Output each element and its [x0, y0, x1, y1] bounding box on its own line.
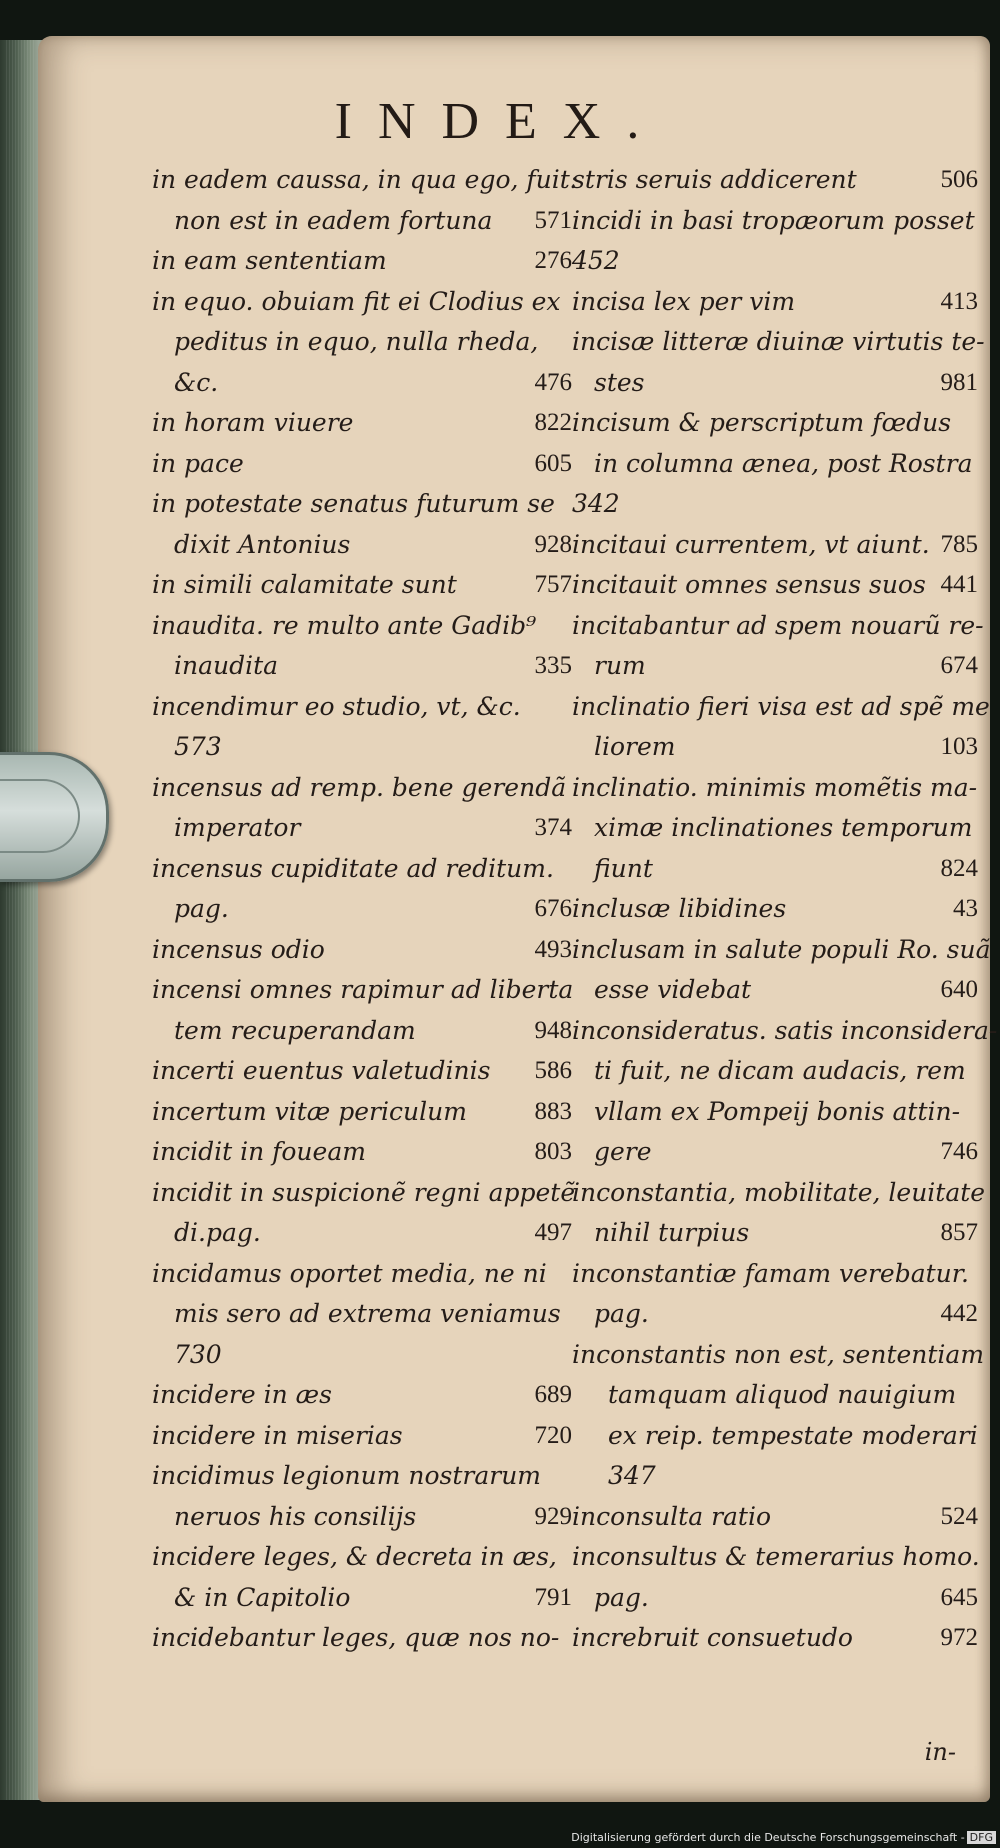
index-entry [152, 687, 572, 728]
index-entry [572, 484, 972, 525]
index-entry [152, 363, 572, 404]
digitization-credit [571, 1831, 996, 1844]
index-entry-text: 342 [572, 489, 620, 518]
index-entry-text: in simili calamitate sunt [152, 570, 457, 599]
index-entry [152, 1051, 572, 1092]
index-entry-text: dixit Antonius [174, 529, 351, 559]
index-entry [152, 1294, 572, 1335]
index-entry [572, 808, 972, 849]
index-entry-text: inconsideratus. satis inconsidera- [572, 1015, 998, 1045]
page-reference: 803 [534, 1138, 572, 1165]
page-reference: 883 [534, 1097, 572, 1125]
index-entry-text: ex reip. tempestate moderari [608, 1420, 978, 1450]
index-entry [152, 606, 572, 647]
index-entry [152, 930, 572, 971]
index-entry [572, 1092, 972, 1133]
index-entry-text: nihil turpius [594, 1218, 750, 1247]
page-reference: 441 [940, 571, 978, 598]
index-entry [572, 1537, 980, 1578]
index-entry-text: rum [594, 651, 646, 680]
index-entry-text: 452 [572, 246, 620, 275]
index-entry [572, 1294, 978, 1335]
index-entry [572, 1132, 978, 1173]
index-entry-text: incidere leges, & decreta in æs, [152, 1542, 557, 1571]
index-entry [152, 1011, 572, 1052]
page-reference: 493 [534, 935, 572, 963]
index-entry [572, 1375, 972, 1416]
index-entry [572, 849, 978, 890]
page-reference: 791 [534, 1583, 572, 1611]
page-reference: 413 [940, 287, 978, 315]
index-entry [152, 201, 572, 242]
index-entry-text: incensi omnes rapimur ad liberta [152, 975, 574, 1004]
page-reference: 640 [940, 976, 978, 1003]
index-entry-text: 730 [174, 1339, 222, 1369]
page-reference: 43 [953, 895, 978, 922]
index-entry [572, 1497, 978, 1538]
index-entry [152, 849, 572, 890]
index-entry-text: incisæ litteræ diuinæ virtutis te- [572, 327, 985, 356]
index-entry [572, 1011, 998, 1052]
page-reference: 374 [534, 814, 572, 841]
index-entry-text: tem recuperandam [174, 1015, 416, 1045]
index-entry-text: 573 [174, 732, 222, 761]
index-entry [152, 1578, 572, 1619]
index-entry [572, 322, 985, 363]
index-entry-text: stris seruis addicerent [572, 165, 857, 194]
index-entry [572, 1618, 978, 1659]
index-entry-text: stes [594, 367, 645, 397]
index-entry-text: &c. [174, 367, 219, 397]
index-entry-text: pag. [594, 1582, 649, 1612]
page-title: INDEX. [334, 93, 666, 150]
index-entry [152, 1092, 572, 1133]
index-entry [152, 1416, 572, 1457]
page-reference: 676 [534, 895, 572, 922]
index-entry [572, 241, 972, 282]
index-entry [152, 768, 572, 809]
page-reference: 442 [940, 1300, 978, 1327]
index-entry-text: incisum & perscriptum fœdus [572, 408, 952, 437]
index-entry-text: incitaui currentem, vt aiunt. [572, 529, 930, 559]
index-entry-text: in pace [152, 448, 244, 478]
index-entry [152, 322, 572, 363]
index-entry-text: incidere in æs [152, 1380, 332, 1409]
index-entry-text: incidebantur leges, quæ nos no- [152, 1623, 560, 1652]
index-entry [572, 1578, 978, 1619]
index-entry [152, 1173, 576, 1214]
index-entry-text: incidere in miserias [152, 1420, 403, 1450]
index-entry-text: liorem [594, 732, 676, 761]
index-entry [152, 1497, 572, 1538]
index-entry [152, 727, 572, 768]
index-entry-text: inaudita [174, 651, 279, 680]
page-reference: 674 [940, 652, 978, 679]
index-entry [572, 930, 991, 971]
page-reference: 785 [940, 530, 978, 558]
index-entry [572, 1051, 972, 1092]
index-entry [152, 1375, 572, 1416]
index-entry [152, 1618, 572, 1659]
index-entry-text: incertum vitæ periculum [152, 1096, 467, 1126]
index-entry [572, 646, 978, 687]
page-reference: 497 [534, 1219, 572, 1246]
index-entry [572, 444, 972, 485]
index-entry-text: incidimus legionum nostrarum [152, 1461, 542, 1490]
page-reference: 822 [534, 409, 572, 436]
index-entry [152, 1213, 572, 1254]
index-entry [152, 565, 572, 606]
page-reference: 824 [940, 854, 978, 882]
index-entry [152, 1335, 572, 1376]
index-entry [152, 1132, 572, 1173]
index-entry-text: in equo. obuiam fit ei Clodius ex [152, 286, 561, 316]
page-reference: 586 [534, 1057, 572, 1084]
index-entry [572, 606, 984, 647]
index-entry [572, 403, 972, 444]
page-reference: 506 [940, 166, 978, 193]
page-reference: 524 [940, 1502, 978, 1530]
index-entry [152, 889, 572, 930]
index-entry [572, 727, 978, 768]
index-entry-text: mis sero ad extrema veniamus [174, 1299, 561, 1328]
index-entry-text: tamquam aliquod nauigium [608, 1380, 957, 1409]
page-reference: 720 [534, 1421, 572, 1449]
page-reference: 103 [940, 733, 978, 760]
index-entry [572, 889, 978, 930]
index-entry [572, 282, 978, 323]
page-reference: 605 [534, 449, 572, 477]
index-entry-text: in horam viuere [152, 408, 354, 437]
index-entry-text: incidamus oportet media, ne ni [152, 1258, 547, 1288]
index-entry-text: di.pag. [174, 1218, 261, 1247]
index-entry [152, 970, 572, 1011]
catchword: in- [924, 1738, 956, 1766]
page-reference: 757 [534, 571, 572, 598]
index-entry-text: imperator [174, 813, 301, 842]
page-reference: 746 [940, 1138, 978, 1165]
index-entry-text: peditus in equo, nulla rheda, [174, 327, 539, 356]
index-entry [152, 241, 572, 282]
index-column-left [152, 160, 579, 1659]
index-entry [572, 970, 978, 1011]
index-entry [152, 484, 572, 525]
index-entry [572, 1456, 972, 1497]
page-reference: 929 [534, 1502, 572, 1530]
page-reference: 335 [534, 652, 572, 679]
index-entry-text: inclusam in salute populi Ro. suã [572, 934, 991, 964]
index-entry-text: 347 [608, 1461, 656, 1490]
index-entry [152, 525, 572, 566]
index-entry-text: inclinatio fieri visa est ad spẽ me [572, 691, 990, 721]
index-entry-text: neruos his consilijs [174, 1501, 417, 1531]
page-reference: 645 [940, 1583, 978, 1611]
page-reference: 948 [534, 1016, 572, 1044]
page-reference: 928 [534, 530, 572, 558]
index-entry [152, 444, 572, 485]
page-reference: 571 [534, 206, 572, 234]
index-entry-text: & in Capitolio [174, 1582, 351, 1612]
index-entry [572, 687, 990, 728]
index-entry-text: incensus ad remp. bene gerendã [152, 772, 567, 802]
credit-text: Digitalisierung gefördert durch die Deutsche Forschungsgemeinschaft - [571, 1831, 965, 1844]
index-entry-text: non est in eadem fortuna [174, 205, 493, 235]
dfg-logo: DFG [967, 1831, 996, 1844]
page-reference: 476 [534, 368, 572, 396]
index-entry-text: vllam ex Pompeij bonis attin- [594, 1096, 961, 1126]
index-entry-text: incidit in foueam [152, 1137, 366, 1166]
index-entry-text: pag. [174, 894, 229, 923]
index-entry-text: inclusæ libidines [572, 894, 787, 923]
index-entry [152, 403, 572, 444]
index-entry [572, 565, 978, 606]
index-entry-text: incidi in basi tropæorum posset [572, 205, 975, 235]
index-entry-text: inconstantis non est, sententiam [572, 1339, 985, 1369]
index-entry-text: fiunt [594, 853, 653, 883]
index-entry [572, 768, 978, 809]
index-entry [152, 282, 572, 323]
page-reference: 689 [534, 1381, 572, 1408]
index-entry-text: incensus cupiditate ad reditum. [152, 853, 554, 883]
index-entry [572, 1254, 972, 1295]
index-entry [152, 160, 579, 201]
index-entry-text: inconsultus & temerarius homo. [572, 1542, 980, 1571]
page-reference: 981 [940, 368, 978, 396]
index-entry [152, 1254, 572, 1295]
index-entry-text: incendimur eo studio, vt, &c. [152, 691, 521, 721]
index-entry [572, 1173, 986, 1214]
index-entry-text: esse videbat [594, 975, 752, 1004]
page-reference: 276 [534, 247, 572, 274]
index-entry [572, 1335, 985, 1376]
index-entry-text: in eam sententiam [152, 246, 387, 275]
page-reference: 857 [940, 1219, 978, 1246]
index-entry-text: ti fuit, ne dicam audacis, rem [594, 1056, 966, 1085]
index-entry-text: incitabantur ad spem nouarũ re- [572, 610, 984, 640]
index-entry-text: inclinatio. minimis momẽtis ma- [572, 772, 978, 802]
index-entry [572, 160, 978, 201]
index-entry-text: pag. [594, 1299, 649, 1328]
index-entry-text: inconstantia, mobilitate, leuitate [572, 1177, 986, 1207]
index-entry-text: in eadem caussa, in qua ego, fuit: [152, 165, 579, 194]
page-reference: 972 [940, 1624, 978, 1651]
index-entry-text: incisa lex per vim [572, 286, 796, 316]
index-entry-text: incerti euentus valetudinis [152, 1056, 491, 1085]
index-entry [572, 525, 978, 566]
index-entry-text: gere [594, 1137, 652, 1166]
index-entry-text: incitauit omnes sensus suos [572, 570, 926, 599]
index-entry-text: inconstantiæ famam verebatur. [572, 1258, 969, 1288]
index-entry [152, 646, 572, 687]
index-entry-text: increbruit consuetudo [572, 1623, 853, 1652]
bookmark-clip [0, 752, 109, 882]
index-entry-text: incidit in suspicionẽ regni appetẽ [152, 1177, 576, 1207]
index-entry [152, 1456, 572, 1497]
index-entry [152, 808, 572, 849]
index-entry [572, 201, 975, 242]
index-entry [152, 1537, 572, 1578]
index-entry-text: ximæ inclinationes temporum [594, 813, 973, 842]
index-entry [572, 1213, 978, 1254]
index-entry-text: in potestate senatus futurum se [152, 489, 555, 518]
index-entry-text: incensus odio [152, 934, 325, 964]
index-entry [572, 363, 978, 404]
index-entry-text: inaudita. re multo ante Gadib⁹ [152, 610, 537, 640]
index-entry-text: in columna ænea, post Rostra [594, 448, 973, 478]
index-column-right [572, 160, 998, 1659]
index-entry [572, 1416, 978, 1457]
index-entry-text: inconsulta ratio [572, 1501, 772, 1531]
